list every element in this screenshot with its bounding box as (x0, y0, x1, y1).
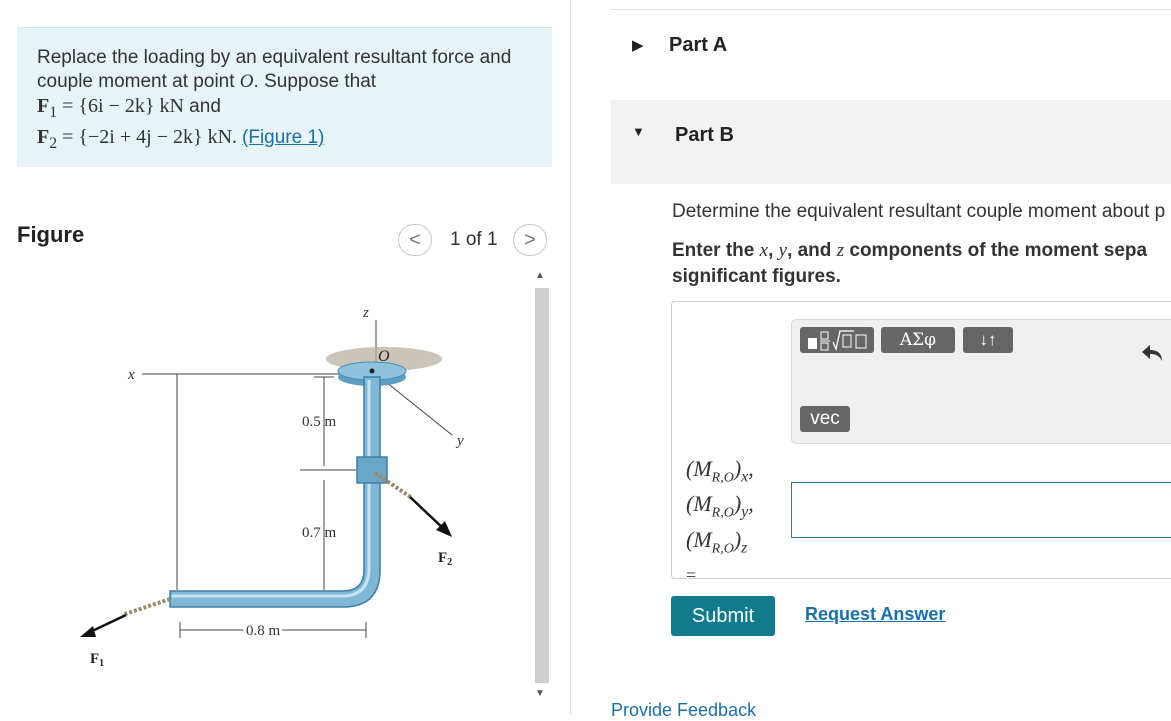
f1-subscript: 1 (49, 103, 58, 121)
part-a-label: Part A (669, 34, 728, 56)
figure-next-button[interactable] (513, 224, 547, 256)
cable-f1 (122, 599, 170, 615)
force-f2-subscript: 2 (447, 557, 453, 568)
force-f2-definition (37, 125, 532, 156)
f2-symbol: F (37, 125, 50, 148)
greek-symbols-button[interactable]: ΑΣφ (881, 327, 955, 353)
request-answer-link[interactable]: Request Answer (805, 604, 946, 624)
f2-vector: = {−2i + 4j − 2k} kN. (57, 125, 243, 148)
question-instructions (672, 238, 1147, 290)
question-prompt: Determine the equivalent resultant couple moment about p (672, 201, 1166, 222)
caret-right-icon: ▶ (632, 37, 644, 54)
axis-x-label: x (128, 367, 135, 383)
pipe-collar (357, 457, 387, 483)
moment-x-m: M (693, 456, 712, 481)
dim-08-label: 0.8 m (246, 623, 281, 639)
instruction-y: y (778, 240, 788, 261)
f1-and: and (183, 96, 221, 117)
point-o-dot (370, 369, 375, 374)
instruction-enter: Enter the (672, 240, 760, 261)
moment-z-m: M (693, 526, 712, 552)
force-f1-definition (37, 94, 532, 125)
force-f1-label (90, 651, 104, 669)
force-f1-subscript: 1 (99, 658, 105, 669)
problem-line-2-text: couple moment at point (37, 71, 240, 92)
scroll-down-icon[interactable]: ▼ (535, 688, 545, 699)
figure-prev-button[interactable] (398, 224, 432, 256)
problem-line-2 (37, 70, 532, 94)
pipe-highlight (172, 380, 369, 596)
moment-y-comp: y (741, 503, 749, 521)
instruction-z: z (836, 240, 845, 261)
figure-pager-count: 1 of 1 (450, 229, 498, 250)
instruction-x: x (759, 240, 769, 261)
vector-button[interactable]: vec (800, 406, 850, 432)
moment-y-sub: R,O (711, 505, 734, 521)
dim-05-label: 0.5 m (302, 414, 337, 430)
part-b-label: Part B (675, 124, 734, 146)
moment-label-x: $(M_{R,O})_x$, (686, 456, 754, 486)
point-o-symbol: O (239, 71, 254, 92)
moment-label-y: $(M_{R,O})_y$, (686, 491, 754, 521)
template-button[interactable] (800, 327, 874, 353)
problem-line-1: Replace the loading by an equivalent resultant force and (37, 47, 512, 68)
force-f1-letter: F (90, 651, 100, 667)
figure-scroll-thumb[interactable] (535, 288, 549, 683)
dim-07-label: 0.7 m (302, 525, 337, 541)
moment-equals: = (686, 565, 697, 586)
caret-down-icon: ▼ (632, 124, 645, 139)
part-a-header[interactable] (611, 10, 1171, 82)
force-f1-arrowhead (80, 626, 96, 637)
instruction-sigfigs: significant figures. (672, 266, 841, 287)
axis-y-label: y (457, 433, 464, 449)
figure-title: Figure (17, 222, 85, 247)
problem-statement (17, 27, 552, 167)
axis-z-label: z (363, 305, 369, 321)
moment-y-m: M (693, 491, 712, 517)
provide-feedback-link[interactable]: Provide Feedback (611, 700, 757, 720)
scroll-up-icon[interactable]: ▲ (535, 270, 545, 281)
point-o-label: O (378, 348, 390, 365)
moment-label-z: $(M_{R,O})_z$ (686, 526, 748, 557)
force-f2-letter: F (438, 550, 448, 566)
part-b-header[interactable] (611, 100, 1171, 184)
fraction-root-template-icon (804, 329, 870, 351)
moment-label (686, 456, 754, 588)
f1-vector: = {6i − 2k} kN (57, 95, 184, 117)
moment-x-sub: R,O (711, 470, 734, 486)
moment-z-sub: R,O (711, 541, 734, 557)
pipe-body (170, 377, 380, 607)
f2-subscript: 2 (49, 134, 58, 152)
instruction-sep1: , (768, 240, 779, 261)
column-divider (570, 0, 571, 714)
force-f2-label (438, 550, 452, 568)
undo-icon[interactable] (1140, 341, 1166, 367)
chevron-left-icon: < (409, 228, 421, 251)
moment-z-comp: z (741, 539, 748, 557)
submit-button[interactable]: Submit (671, 596, 775, 636)
problem-line-2-end: . Suppose that (253, 71, 377, 92)
instruction-sep2: , and (787, 240, 837, 261)
figure-link[interactable]: (Figure 1) (242, 126, 325, 148)
chevron-right-icon: > (524, 228, 536, 251)
arrows-button[interactable]: ↓↑ (963, 327, 1013, 353)
answer-input[interactable] (791, 482, 1171, 538)
f1-symbol: F (37, 95, 50, 117)
moment-x-comp: x (741, 468, 749, 486)
figure-scrollbar[interactable] (533, 268, 550, 706)
instruction-components: components of the moment sepa (844, 240, 1148, 261)
figure-diagram (60, 285, 520, 685)
